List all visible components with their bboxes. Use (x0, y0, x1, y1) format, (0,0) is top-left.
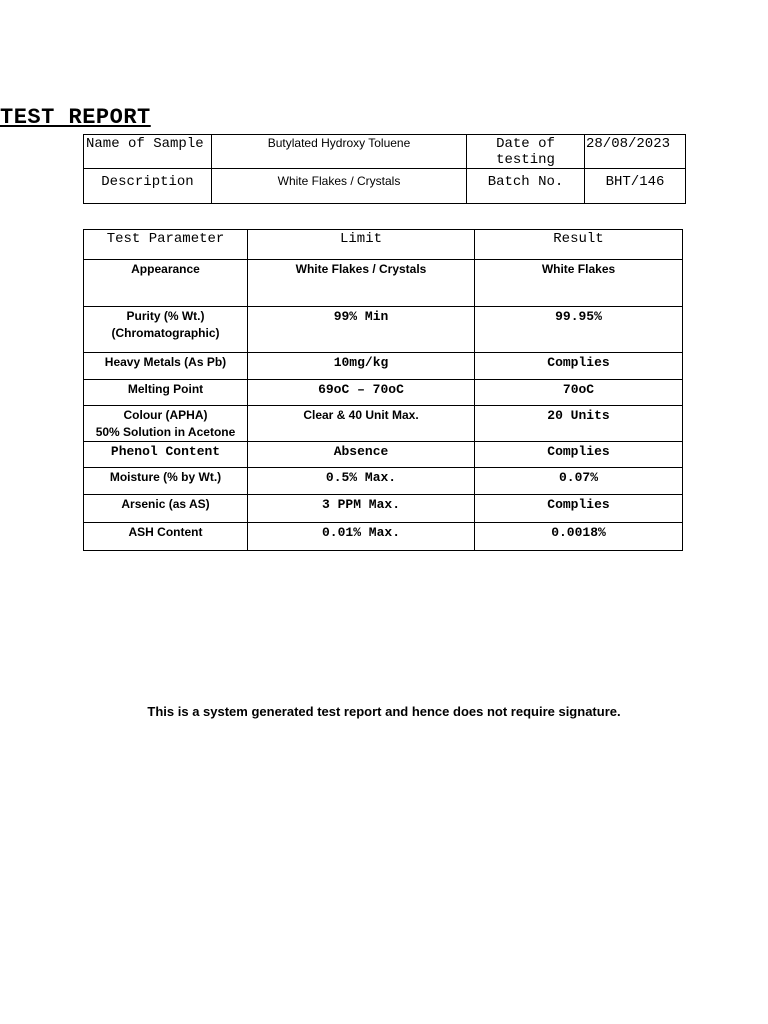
table-row (84, 523, 683, 551)
table-row (84, 260, 683, 307)
limit-cell: 10mg/kg (248, 353, 475, 380)
table-row (84, 406, 683, 442)
description-label: Description (84, 169, 212, 204)
result-cell: White Flakes (475, 260, 683, 307)
table-row (84, 353, 683, 380)
result-cell: Complies (475, 353, 683, 380)
result-cell: 0.07% (475, 468, 683, 495)
param-name: Phenol Content (110, 444, 221, 459)
param-name: Appearance (131, 262, 200, 276)
result-cell: Complies (475, 442, 683, 468)
header-limit: Limit (248, 230, 475, 260)
param-cell (84, 260, 248, 307)
report-title: TEST REPORT (0, 105, 151, 130)
sample-info-table (83, 134, 686, 204)
param-subname: (Chromatographic) (111, 326, 220, 340)
table-row (84, 307, 683, 353)
param-name: Colour (APHA) (123, 408, 208, 422)
param-name: Heavy Metals (As Pb) (104, 355, 227, 369)
header-result: Result (475, 230, 683, 260)
param-cell (84, 495, 248, 523)
result-cell: 0.0018% (475, 523, 683, 551)
limit-cell: 0.5% Max. (248, 468, 475, 495)
batch-no-label: Batch No. (467, 169, 585, 204)
result-cell: 99.95% (475, 307, 683, 353)
limit-cell: 69oC – 70oC (248, 380, 475, 406)
limit-cell: White Flakes / Crystals (248, 260, 475, 307)
system-generated-note: This is a system generated test report and hence does not require signature. (147, 704, 621, 719)
table-header-row (84, 230, 683, 260)
param-cell (84, 406, 248, 442)
batch-no-value: BHT/146 (585, 169, 686, 204)
info-row (84, 169, 686, 204)
table-row (84, 468, 683, 495)
param-cell (84, 353, 248, 380)
param-name: Purity (% Wt.) (126, 309, 205, 323)
date-of-testing-label: Date of testing (467, 135, 585, 169)
info-row (84, 135, 686, 169)
test-parameter-table (83, 229, 683, 551)
table-row (84, 442, 683, 468)
result-cell: 70oC (475, 380, 683, 406)
param-name: Arsenic (as AS) (121, 497, 210, 511)
result-cell: Complies (475, 495, 683, 523)
param-cell (84, 468, 248, 495)
limit-cell: 3 PPM Max. (248, 495, 475, 523)
param-cell (84, 523, 248, 551)
param-name: Melting Point (127, 382, 204, 396)
param-cell (84, 380, 248, 406)
limit-cell: 99% Min (248, 307, 475, 353)
header-test-parameter: Test Parameter (84, 230, 248, 260)
name-of-sample-value: Butylated Hydroxy Toluene (212, 135, 467, 169)
param-cell (84, 442, 248, 468)
name-of-sample-label: Name of Sample (84, 135, 212, 169)
limit-cell: 0.01% Max. (248, 523, 475, 551)
param-name: ASH Content (128, 525, 203, 539)
table-row (84, 380, 683, 406)
param-cell (84, 307, 248, 353)
table-row (84, 495, 683, 523)
date-of-testing-value: 28/08/2023 (585, 135, 686, 169)
limit-cell: Absence (248, 442, 475, 468)
param-subname: 50% Solution in Acetone (95, 425, 236, 439)
param-name: Moisture (% by Wt.) (109, 470, 222, 484)
limit-cell: Clear & 40 Unit Max. (248, 406, 475, 442)
description-value: White Flakes / Crystals (212, 169, 467, 204)
result-cell: 20 Units (475, 406, 683, 442)
